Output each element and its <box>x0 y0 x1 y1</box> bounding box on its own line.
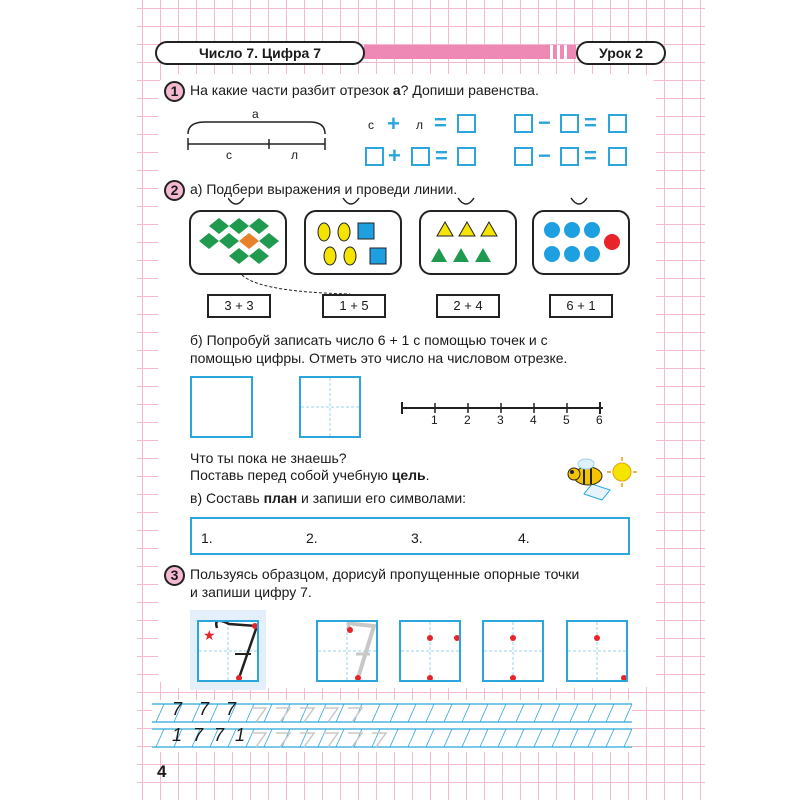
tracing-guide <box>318 622 376 680</box>
plan-item: 4. <box>518 530 530 546</box>
task-2b-line1: б) Попробуй записать число 6 + 1 с помощью точек и с <box>190 332 548 348</box>
answer-box[interactable] <box>411 147 430 166</box>
plan-item: 2. <box>306 530 318 546</box>
tracing-guide <box>401 622 459 680</box>
task-3-line1: Пользуясь образцом, дорисуй пропущенные опорные точки <box>190 566 580 582</box>
plan-item: 1. <box>201 530 213 546</box>
plan-item: 3. <box>411 530 423 546</box>
task-2b-line2: помощью цифры. Отметь это число на числовом отрезке. <box>190 350 568 366</box>
goal-instruction: Поставь перед собой учебную цель. <box>190 467 430 483</box>
expression-box: 1 + 5 <box>322 294 386 318</box>
bee-mascot-icon <box>566 452 638 502</box>
svg-text:★: ★ <box>203 628 216 644</box>
lesson-number-title: Урок 2 <box>576 41 666 65</box>
number-line-tick-label: 5 <box>563 413 570 427</box>
digit-answer-box[interactable] <box>299 376 361 438</box>
ovals-squares-picture <box>306 212 400 273</box>
rhombuses-picture <box>191 212 285 273</box>
header-tick <box>564 45 567 59</box>
header-tick <box>550 45 553 59</box>
segment-part-l: л <box>291 148 299 162</box>
digit-tracing-box[interactable] <box>482 620 544 682</box>
task-2a-prompt: а) Подбери выражения и проведи линии. <box>190 181 458 197</box>
eq-var-l: л <box>416 118 424 132</box>
task-2v-prompt: в) Составь план и запиши его символами: <box>190 490 467 506</box>
number-line-tick-label: 4 <box>530 413 537 427</box>
card-hooks <box>228 196 588 212</box>
segment-label-a: а <box>252 107 259 121</box>
plan-answer-box[interactable] <box>190 517 630 555</box>
equals-sign: = <box>434 110 447 135</box>
answer-box[interactable] <box>514 114 533 133</box>
digit-guide-lines <box>301 378 359 436</box>
number-line-tick-label: 2 <box>464 413 471 427</box>
header-tick <box>557 45 560 59</box>
triangles-picture <box>421 212 515 273</box>
picture-card-rhombuses <box>189 210 287 275</box>
digit-sample-box <box>197 620 259 682</box>
circles-picture <box>534 212 628 273</box>
header-stripe <box>364 45 576 59</box>
minus-sign: − <box>538 110 551 135</box>
picture-card-circles <box>532 210 630 275</box>
reflection-question: Что ты пока не знаешь? <box>190 450 347 466</box>
digit-tracing-box[interactable] <box>566 620 628 682</box>
expression-box: 2 + 4 <box>436 294 500 318</box>
lesson-topic-title: Число 7. Цифра 7 <box>155 41 365 65</box>
answer-box[interactable] <box>560 114 579 133</box>
answer-box[interactable] <box>514 147 533 166</box>
dots-answer-box[interactable] <box>190 376 253 438</box>
equals-sign: = <box>584 110 597 135</box>
digit-tracing-box[interactable] <box>316 620 378 682</box>
eq-var-c: с <box>368 118 374 132</box>
answer-box[interactable] <box>608 114 627 133</box>
equals-sign: = <box>584 143 597 168</box>
number-line-tick-label: 1 <box>431 413 438 427</box>
plus-sign: + <box>387 111 400 136</box>
picture-card-triangles <box>419 210 517 275</box>
expression-box: 3 + 3 <box>207 294 271 318</box>
number-line-tick-label: 6 <box>596 413 603 427</box>
tracing-guide <box>568 622 626 680</box>
expression-box: 6 + 1 <box>549 294 613 318</box>
answer-box[interactable] <box>608 147 627 166</box>
task-3-line2: и запиши цифру 7. <box>190 584 312 600</box>
plus-sign: + <box>388 143 401 168</box>
answer-box[interactable] <box>457 114 476 133</box>
segment-part-c: с <box>226 148 232 162</box>
page-number: 4 <box>157 762 167 781</box>
answer-box[interactable] <box>560 147 579 166</box>
equals-sign: = <box>435 143 448 168</box>
task-1-prompt: На какие части разбит отрезок а? Допиши равенства. <box>190 82 539 98</box>
handwriting-row-1-sample: 7 7 7 <box>172 699 243 719</box>
task-1-number: 1 <box>164 81 185 102</box>
answer-box[interactable] <box>457 147 476 166</box>
tracing-guide <box>484 622 542 680</box>
answer-box[interactable] <box>365 147 384 166</box>
number-line-tick-label: 3 <box>497 413 504 427</box>
digit-7-sample <box>199 622 257 680</box>
handwriting-row-2-sample: 1 7 7 1 <box>172 725 249 745</box>
task-2-number: 2 <box>164 180 185 201</box>
task-3-number: 3 <box>164 565 185 586</box>
minus-sign: − <box>538 143 551 168</box>
digit-tracing-box[interactable] <box>399 620 461 682</box>
picture-card-ovals-squares <box>304 210 402 275</box>
